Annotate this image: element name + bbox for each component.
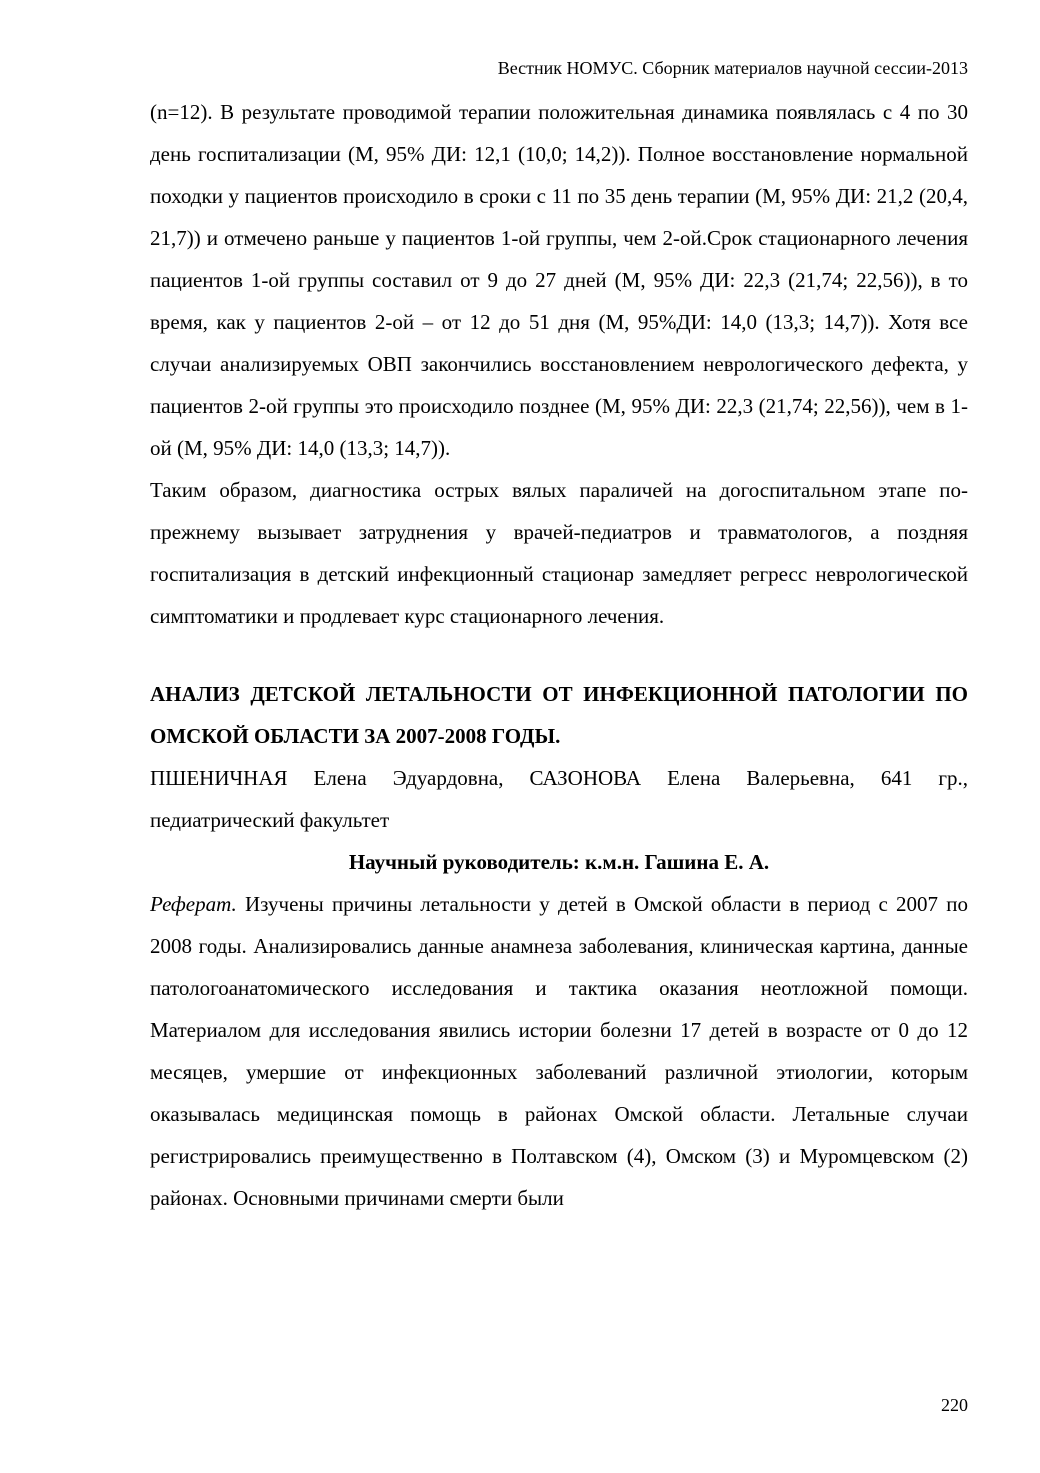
- article-title: АНАЛИЗ ДЕТСКОЙ ЛЕТАЛЬНОСТИ ОТ ИНФЕКЦИОННОЙ ПАТОЛОГИИ ПО ОМСКОЙ ОБЛАСТИ ЗА 2007-2008 ГОДЫ.: [150, 682, 968, 748]
- article-supervisor: Научный руководитель: к.м.н. Гашина Е. А.: [348, 850, 770, 874]
- abstract-label: Реферат.: [150, 892, 237, 916]
- abstract-paragraph: [150, 883, 968, 1219]
- abstract-text: Изучены причины летальности у детей в Омской области в период с 2007 по 2008 годы. Анализировались данные анамнеза заболевания, клиническая картина, данные патологоанатомического исследования и тактика оказания неотложной помощи. Материалом для исследования явились истории болезни 17 детей в возрасте от 0 до 12 месяцев, умершие от инфекционных заболеваний различной этиологии, которым оказывалась медицинская помощь в районах Омской области. Летальные случаи регистрировались преимущественно в Полтавском (4), Омском (3) и Муромцевском (2) районах. Основными причинами смерти были: [150, 892, 968, 1210]
- running-header: Вестник НОМУС. Сборник материалов научной сессии-2013: [497, 58, 968, 78]
- continuation-paragraph-conclusion: Таким образом, диагностика острых вялых параличей на догоспитальном этапе по-прежнему вызывает затруднения у врачей-педиатров и травматологов, а поздняя госпитализация в детский инфекционный стационар замедляет регресс неврологической симптоматики и продлевает курс стационарного лечения.: [150, 478, 968, 628]
- document-page: [150, 56, 968, 1219]
- article-authors: ПШЕНИЧНАЯ Елена Эдуардовна, САЗОНОВА Елена Валерьевна, 641 гр., педиатрический факультет: [150, 766, 968, 832]
- continuation-paragraph-results: (n=12). В результате проводимой терапии положительная динамика появлялась с 4 по 30 день госпитализации (М, 95% ДИ: 12,1 (10,0; 14,2)). Полное восстановление нормальной походки у пациентов происходило в сроки с 11 по 35 день терапии (М, 95% ДИ: 21,2 (20,4, 21,7)) и отмечено раньше у пациентов 1-ой группы, чем 2-ой.Срок стационарного лечения пациентов 1-ой группы составил от 9 до 27 дней (М, 95% ДИ: 22,3 (21,74; 22,56)), в то время, как у пациентов 2-ой – от 12 до 51 дня (М, 95%ДИ: 14,0 (13,3; 14,7)). Хотя все случаи анализируемых ОВП закончились восстановлением неврологического дефекта, у пациентов 2-ой группы это происходило позднее (М, 95% ДИ: 22,3 (21,74; 22,56)), чем в 1-ой (М, 95% ДИ: 14,0 (13,3; 14,7)).: [150, 100, 968, 460]
- page-number: 220: [941, 1395, 968, 1415]
